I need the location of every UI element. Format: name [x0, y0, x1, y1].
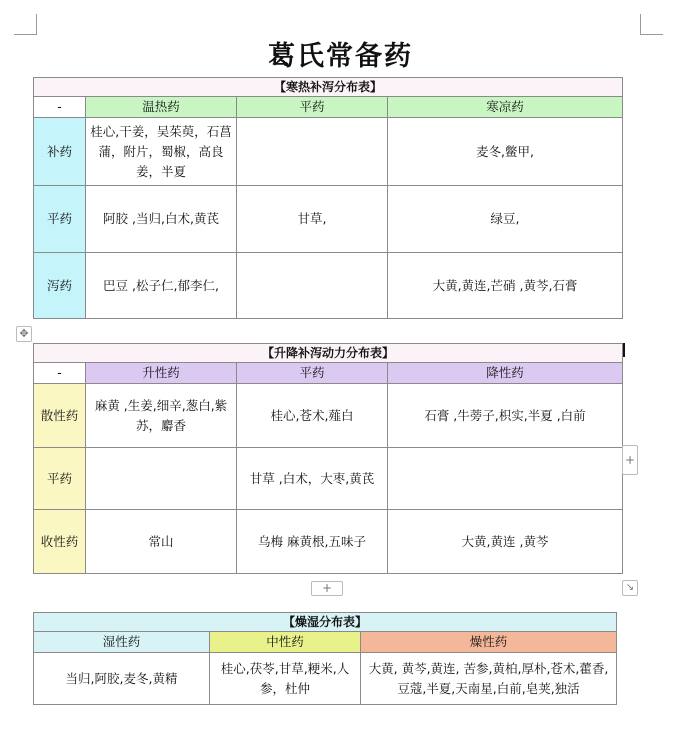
table-cell[interactable]: 甘草 ,白术，大枣,黄芪	[237, 448, 388, 510]
table-cell[interactable]: 桂心,茯苓,甘草,粳米,人参，杜仲	[210, 653, 361, 705]
row-header: 补药	[34, 118, 86, 186]
table-cell[interactable]: 甘草,	[237, 186, 388, 253]
column-header: 平药	[237, 363, 388, 384]
table-cell[interactable]: 乌梅 麻黄根,五味子	[237, 510, 388, 574]
table-cell[interactable]	[237, 118, 388, 186]
row-header: 收性药	[34, 510, 86, 574]
table-cell[interactable]: 当归,阿胶,麦冬,黄精	[34, 653, 210, 705]
table-caption: 【寒热补泻分布表】	[34, 78, 623, 97]
table-cell[interactable]: 石膏 ,牛蒡子,枳实,半夏 ,白前	[388, 384, 623, 448]
column-header: 平药	[237, 97, 388, 118]
table-row	[34, 118, 623, 186]
table-cell[interactable]: 大黄, 黄芩,黄连, 苦参,黄柏,厚朴,苍术,藿香,豆蔻,半夏,天南星,白前,皂荚,独活	[361, 653, 617, 705]
table-row	[34, 510, 623, 574]
row-header: 平药	[34, 448, 86, 510]
column-header: 燥性药	[361, 632, 617, 653]
table-cell[interactable]	[388, 448, 623, 510]
table-cell[interactable]: 阿胶 ,当归,白术,黄芪	[86, 186, 237, 253]
column-header: 中性药	[210, 632, 361, 653]
table-cell[interactable]: 绿豆,	[388, 186, 623, 253]
table-caption: 【升降补泻动力分布表】	[34, 344, 623, 363]
table-row	[34, 186, 623, 253]
table-cell[interactable]: 麦冬,鳖甲,	[388, 118, 623, 186]
table-resize-handle[interactable]: ↘	[622, 580, 638, 596]
table-cell[interactable]: 常山	[86, 510, 237, 574]
table-cell[interactable]: 桂心,苍术,薤白	[237, 384, 388, 448]
cold-heat-tonify-purge-table	[33, 77, 623, 319]
page-corner-mark-top-left	[14, 14, 37, 35]
corner-cell: -	[34, 97, 86, 118]
table-row	[34, 253, 623, 319]
column-header: 湿性药	[34, 632, 210, 653]
table-cell[interactable]: 大黄,黄连,芒硝 ,黄芩,石膏	[388, 253, 623, 319]
column-header: 降性药	[388, 363, 623, 384]
table-cell[interactable]: 麻黄 ,生姜,细辛,葱白,紫苏，麝香	[86, 384, 237, 448]
table-cell[interactable]	[237, 253, 388, 319]
ascend-descend-dynamics-table	[33, 343, 623, 574]
table-row	[34, 448, 623, 510]
table-row	[34, 384, 623, 448]
corner-cell: -	[34, 363, 86, 384]
row-header: 散性药	[34, 384, 86, 448]
column-header: 寒凉药	[388, 97, 623, 118]
table-row	[34, 653, 617, 705]
row-header: 平药	[34, 186, 86, 253]
dry-damp-table	[33, 612, 617, 705]
page-corner-mark-top-right	[640, 14, 663, 35]
table-cell[interactable]	[86, 448, 237, 510]
add-column-button[interactable]: +	[622, 445, 638, 475]
table-cell[interactable]: 桂心,干姜，吴茱萸，石菖蒲，附片，蜀椒，高良姜，半夏	[86, 118, 237, 186]
add-row-button[interactable]: +	[311, 581, 343, 596]
table-cell[interactable]: 大黄,黄连 ,黄芩	[388, 510, 623, 574]
column-header: 升性药	[86, 363, 237, 384]
table-cell[interactable]: 巴豆 ,松子仁,郁李仁,	[86, 253, 237, 319]
text-cursor	[623, 343, 625, 357]
column-header: 温热药	[86, 97, 237, 118]
table-move-handle[interactable]: ✥	[16, 326, 32, 342]
row-header: 泻药	[34, 253, 86, 319]
document-title: 葛氏常备药	[268, 41, 413, 72]
table-caption: 【燥湿分布表】	[34, 613, 617, 632]
